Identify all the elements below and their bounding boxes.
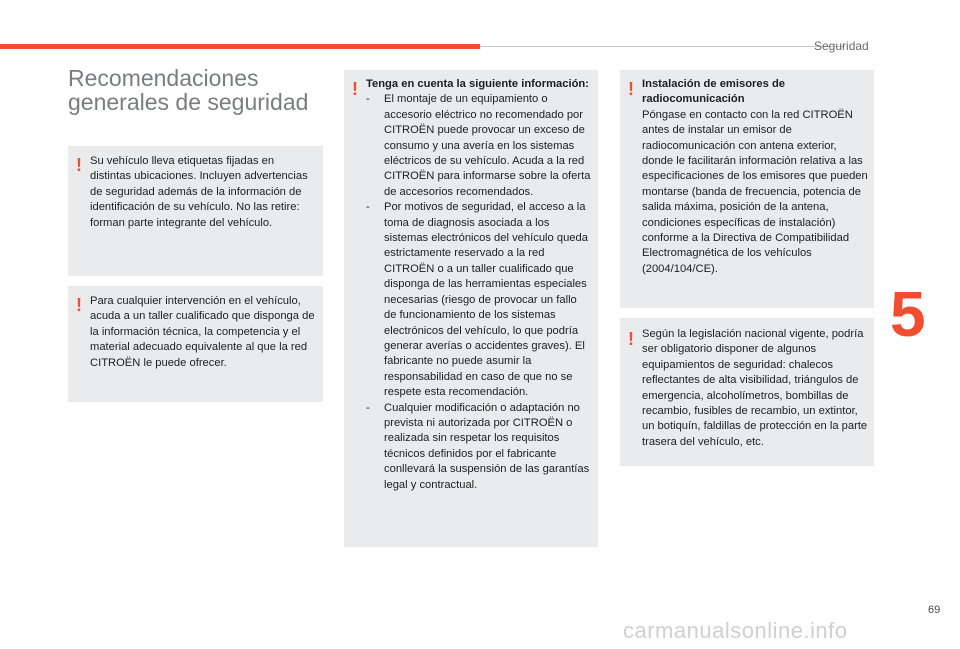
warning-icon: ! (628, 79, 634, 99)
page-number: 69 (928, 604, 941, 616)
warning-text: Póngase en contacto con la red CITROËN antes de instalar un emisor de radiocomunicación con antena exterior, donde le facilitarán información relativa a las especificaciones de los emisores que pueden montarse (banda de frecuencia, potencia de salida máxima, posición de la antena, condiciones específicas de instalación) conforme a la Directiva de Compatibilidad Electromagnética de los vehículos (2004/104/CE). (642, 108, 868, 275)
warning-text: Su vehículo lleva etiquetas fijadas en distintas ubicaciones. Incluyen advertencias de seguridad además de la información de identificación de su vehículo. No las retire: forman parte integrante del vehículo. (90, 155, 308, 229)
warning-box-radio (620, 70, 874, 308)
header-rule (480, 46, 845, 47)
chapter-number: 5 (890, 278, 926, 350)
list-item-text: Cualquier modificación o adaptación no prevista ni autorizada por CITROËN o realizada sin respetar los requisitos técnicos definidos por el fabricante conllevará la suspensión de las garantías legal y contractual. (384, 401, 590, 491)
list-item-text: El montaje de un equipamiento o accesorio eléctrico no recomendado por CITROËN puede provocar un exceso de consumo y una avería en los sistemas eléctricos de su vehículo. Acuda a la red CITROËN para informarse sobre la oferta de accesorios recomendados. (384, 93, 591, 198)
warning-list (366, 92, 592, 493)
list-dash: - (366, 93, 370, 106)
section-title: Seguridad (814, 39, 869, 53)
watermark: carmanualsonline.info (623, 618, 848, 643)
warning-box-labels (68, 146, 323, 276)
warning-heading: Instalación de emisores de radiocomunicación (642, 78, 786, 106)
warning-text: Según la legislación nacional vigente, podría ser obligatorio disponer de algunos equipamientos de seguridad: chalecos reflectantes de alta visibilidad, triángulos de emergencia, alcoholímetros, bombillas de recambio, fusibles de recambio, un extintor, un botiquín, faldillas de protección en la parte trasera del vehículo, etc. (642, 328, 868, 448)
warning-box-information (344, 70, 598, 547)
warning-icon: ! (76, 155, 82, 175)
list-item (366, 200, 592, 400)
warning-box-workshop (68, 286, 323, 402)
warning-icon: ! (76, 295, 82, 315)
list-dash: - (366, 201, 370, 214)
list-item (366, 401, 592, 493)
warning-icon: ! (352, 79, 358, 99)
warning-icon: ! (628, 329, 634, 349)
list-item (366, 92, 592, 200)
page-title (68, 66, 318, 114)
warning-heading: Tenga en cuenta la siguiente información: (366, 78, 589, 90)
list-dash: - (366, 401, 370, 414)
header-accent-bar (0, 44, 480, 49)
warning-text: Para cualquier intervención en el vehículo, acuda a un taller cualificado que disponga de la información técnica, la competencia y el material adecuado equivalente al que la red CITROËN le puede ofrecer. (90, 295, 315, 369)
page-title-text: Recomendaciones generales de seguridad (68, 65, 309, 115)
list-item-text: Por motivos de seguridad, el acceso a la toma de diagnosis asociada a los sistemas electrónicos del vehículo queda estrictamente reservado a la red CITROËN o a un taller cualificado que disponga de las herramientas especiales necesarias (riesgo de provocar un fallo de funcionamiento de los sistemas electrónicos del vehículo, lo que podría generar averías o accidentes graves). El fabricante no puede asumir la responsabilidad en caso de que no se respete esta recomendación. (384, 201, 588, 399)
warning-box-equipment (620, 318, 874, 466)
